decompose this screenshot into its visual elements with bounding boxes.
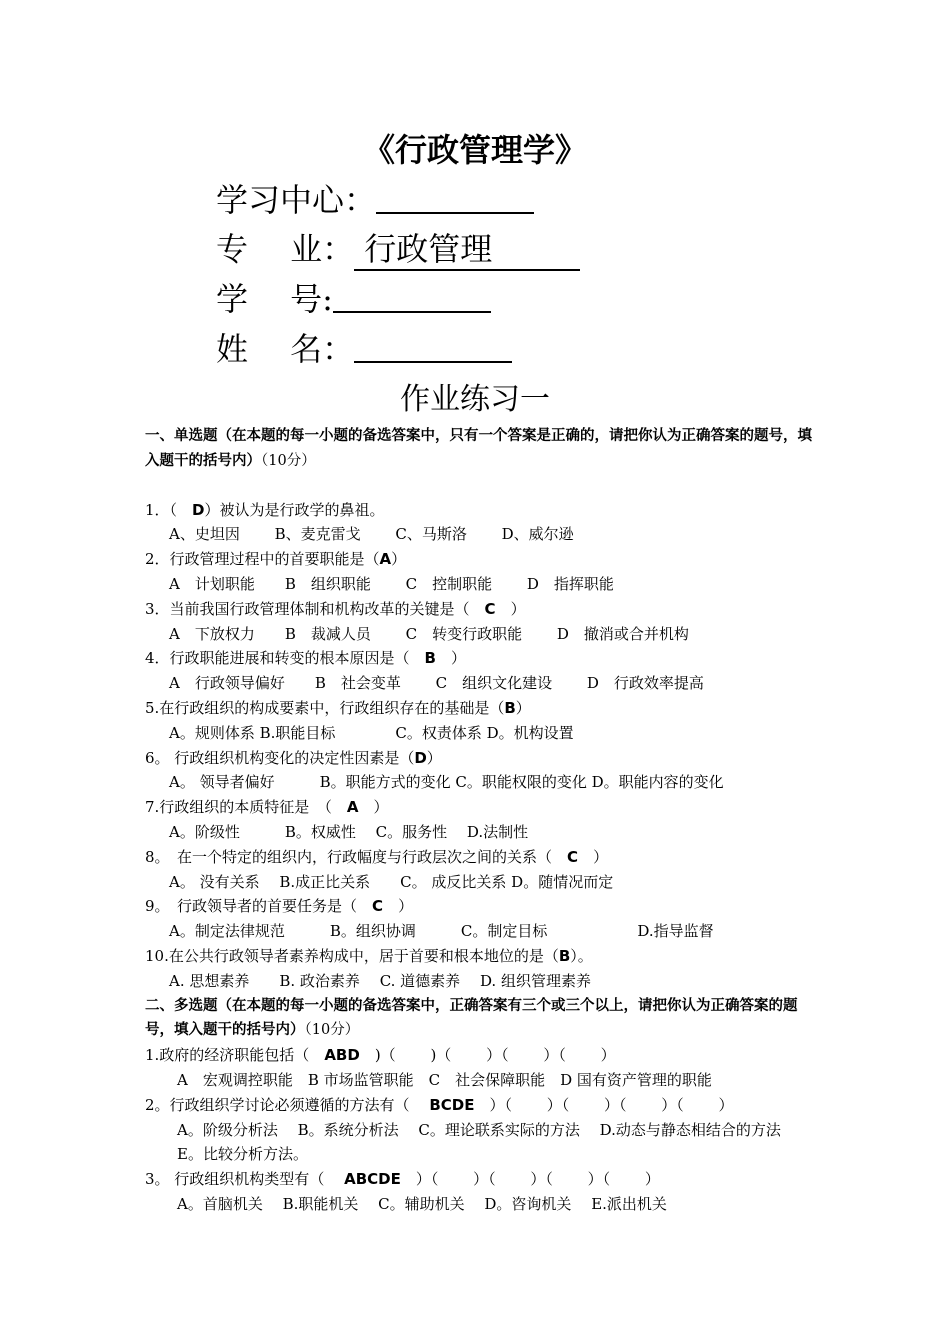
question-stem: 7.行政组织的本质特征是 （ A ） [145,798,389,817]
question-options: A、史坦因 B、麦克雷戈 C、马斯洛 D、威尔逊 [169,525,574,544]
question-stem: 9。 行政领导者的首要任务是（ C ） [145,897,414,916]
study-center-blank [376,178,534,214]
question-stem: 8。 在一个特定的组织内，行政幅度与行政层次之间的关系（ C ） [145,847,609,866]
question-stem: 1.政府的经济职能包括（ ABD )（ )（ ）（ ）（ ） [145,1046,616,1065]
answer-key: D [414,748,427,767]
section2-questions [145,1043,815,1217]
study-center-row [216,178,534,222]
question-stem: 3．当前我国行政管理体制和机构改革的关键是（ C ） [145,599,526,618]
question-options: A。阶级分析法 B。系统分析法 C。理论联系实际的方法 D.动态与静态相结合的方法 E。比较分析方法。 [177,1120,801,1164]
question-stem: 2．行政管理过程中的首要职能是（A） [145,550,407,569]
answer-key: C [567,847,579,866]
question-options: A 下放权力 B 裁减人员 C 转变行政职能 D 撤消或合并机构 [169,624,689,643]
question-stem: 6。 行政组织机构变化的决定性因素是（D） [145,748,442,767]
name-label: 姓 名： [216,330,355,368]
answer-key: B [424,649,436,668]
study-center-label: 学习中心： [216,181,377,219]
question-options: A 计划职能 B 组织职能 C 控制职能 D 指挥职能 [169,574,614,593]
major-value: 行政管理 [354,229,580,271]
question-options: A 宏观调控职能 B 市场监管职能 C 社会保障职能 D 国有资产管理的职能 [177,1070,712,1089]
document-title: 《行政管理学》 [362,131,587,169]
answer-key: D [192,500,205,519]
answer-key: A [379,550,392,569]
answer-key: BCDE [429,1095,475,1114]
student-id-blank [333,277,491,313]
question-options: A。阶级性 B。权威性 C。服务性 D.法制性 [169,822,529,841]
name-row [216,327,512,371]
question-options: A. 思想素养 B. 政治素养 C. 道德素养 D. 组织管理素养 [169,971,591,990]
student-id-label: 学 号: [216,280,333,318]
question-stem: 1．（ D）被认为是行政学的鼻祖。 [145,500,385,519]
answer-key: C [372,897,384,916]
question-stem: 5.在行政组织的构成要素中，行政组织存在的基础是（B） [145,698,531,717]
question-options: A。规则体系 B.职能目标 C。权责体系 D。机构设置 [169,723,574,742]
major-label: 专 业： [216,230,355,268]
question-options: A。首脑机关 B.职能机关 C。辅助机关 D。咨询机关 E.派出机关 [177,1194,667,1213]
section2-heading: 二、多选题（在本题的每一小题的备选答案中，正确答案有三个或三个以上，请把你认为正确答案的题号，填入题干的括号内）（10分） [145,997,798,1039]
question-options: A。 没有关系 B.成正比关系 C。 成反比关系 D。随情况而定 [169,872,614,891]
question-options: A。 领导者偏好 B。职能方式的变化 C。职能权限的变化 D。职能内容的变化 [169,773,724,792]
answer-key: ABCDE [344,1170,401,1189]
section1-questions [145,498,815,994]
assignment-subtitle: 作业练习一 [400,382,550,417]
question-stem: 3。 行政组织机构类型有（ ABCDE ）（ ）（ ）（ ）（ ） [145,1170,660,1189]
name-blank [354,327,512,363]
question-stem: 10.在公共行政领导者素养构成中，居于首要和根本地位的是（B）。 [145,946,593,965]
major-row [216,227,580,271]
student-id-row [216,277,491,321]
question-content [145,424,815,1217]
question-options: A。制定法律规范 B。组织协调 C。制定目标 D.指导监督 [169,922,714,941]
answer-key: B [504,698,516,717]
answer-key: B [558,946,571,965]
question-options: A 行政领导偏好 B 社会变革 C 组织文化建设 D 行政效率提高 [169,674,704,693]
answer-key: ABD [324,1046,360,1065]
section1-heading: 一、单选题（在本题的每一小题的备选答案中，只有一个答案是正确的，请把你认为正确答案的题号，填入题干的括号内）（10分） [145,428,812,469]
answer-key: A [346,798,359,817]
answer-key: C [484,599,496,618]
question-stem: 2。行政组织学讨论必须遵循的方法有（ BCDE ）（ ）（ ）（ ）（ ） [145,1095,734,1114]
question-stem: 4．行政职能进展和转变的根本原因是（ B ） [145,649,466,668]
